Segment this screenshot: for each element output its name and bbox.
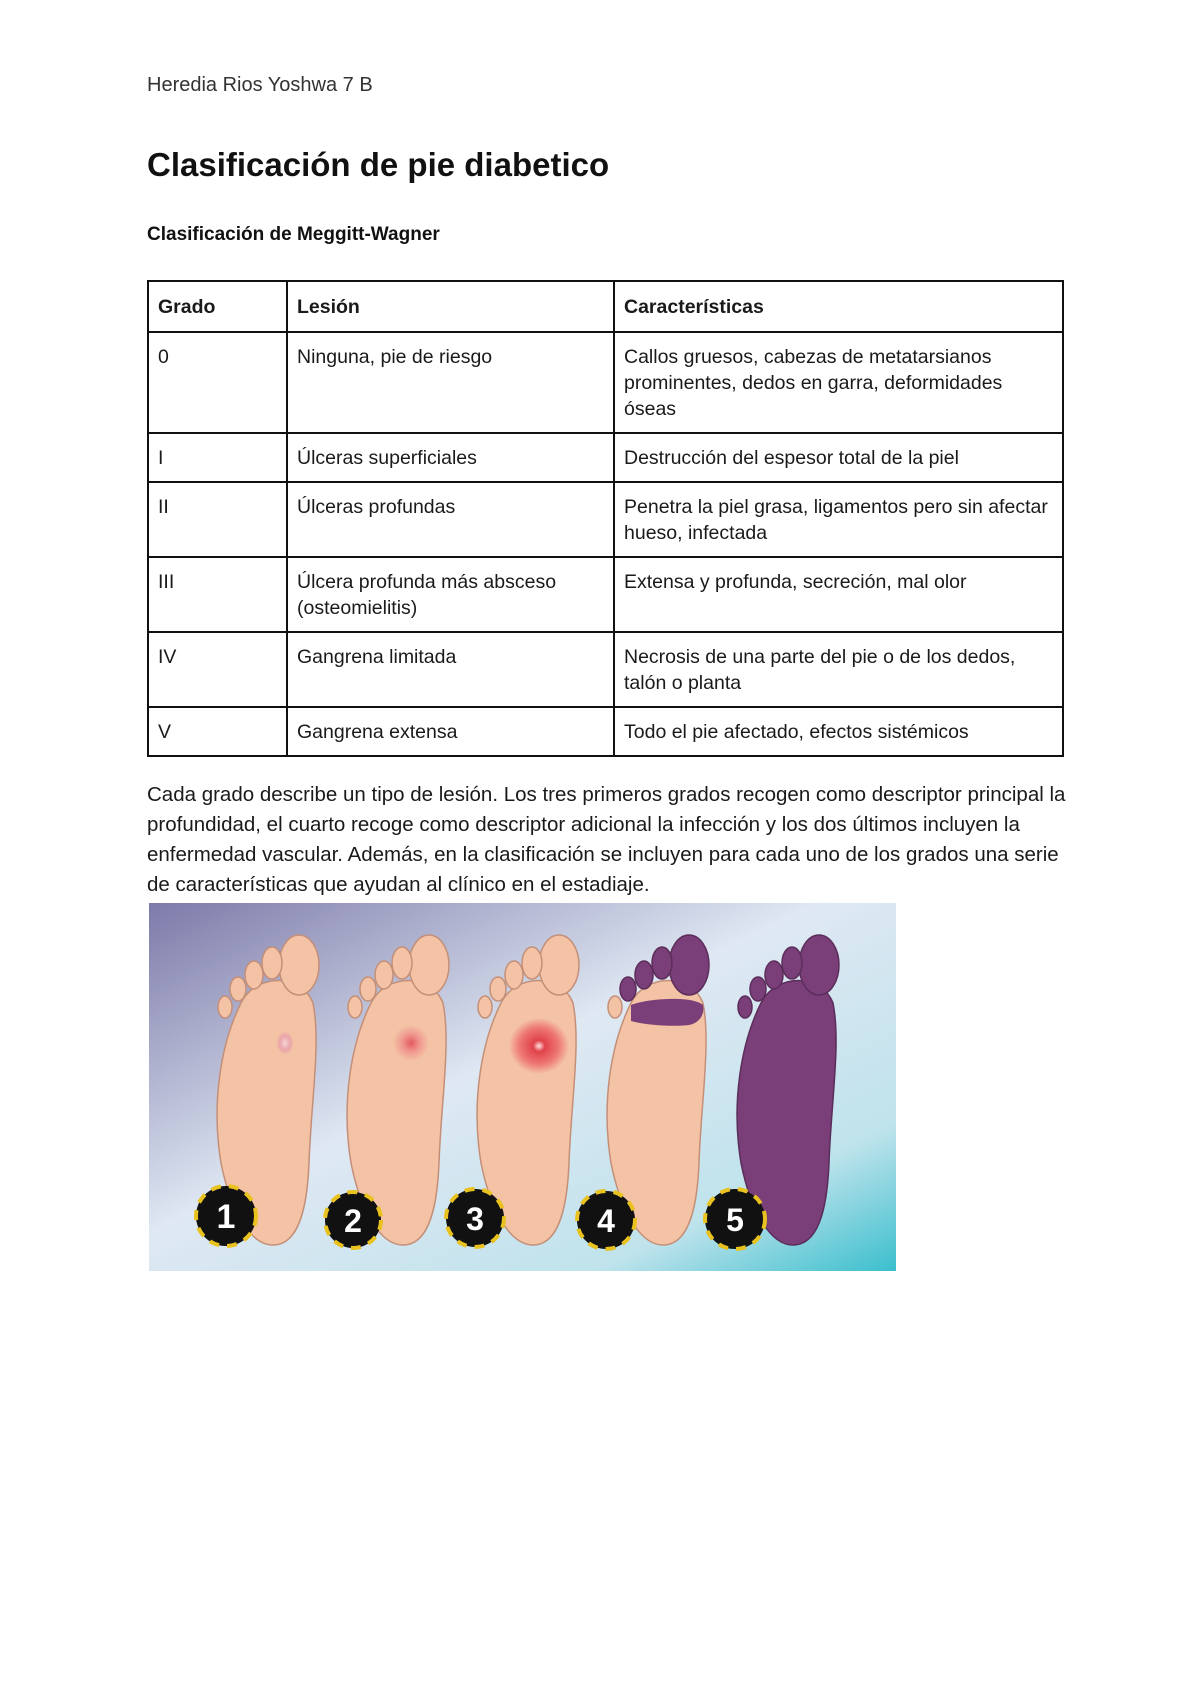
badge-number: 1: [216, 1198, 236, 1236]
header-lesion: Lesión: [287, 281, 614, 332]
cell-lesion: Gangrena extensa: [287, 707, 614, 756]
cell-grado: I: [148, 433, 287, 482]
cell-lesion: Gangrena limitada: [287, 632, 614, 707]
table-row: [148, 632, 1063, 707]
cell-grado: 0: [148, 332, 287, 433]
table-row: [148, 707, 1063, 756]
cell-caracteristicas: Necrosis de una parte del pie o de los dedos, talón o planta: [614, 632, 1063, 707]
cell-lesion: Úlceras profundas: [287, 482, 614, 557]
cell-caracteristicas: Todo el pie afectado, efectos sistémicos: [614, 707, 1063, 756]
badge-number: 4: [597, 1203, 615, 1239]
cell-grado: IV: [148, 632, 287, 707]
document-title: Clasificación de pie diabetico: [147, 146, 610, 183]
author-header: Heredia Rios Yoshwa 7 B: [147, 74, 373, 96]
grade-badge-3: [446, 1189, 504, 1247]
cell-lesion: Ninguna, pie de riesgo: [287, 332, 614, 433]
cell-grado: II: [148, 482, 287, 557]
table-row: [148, 433, 1063, 482]
table-header-row: [148, 281, 1063, 332]
cell-grado: III: [148, 557, 287, 632]
cell-lesion: Úlceras superficiales: [287, 433, 614, 482]
table-row: [148, 332, 1063, 433]
cell-caracteristicas: Penetra la piel grasa, ligamentos pero sin afectar hueso, infectada: [614, 482, 1063, 557]
description-paragraph: Cada grado describe un tipo de lesión. Los tres primeros grados recogen como descriptor principal la profundidad, el cuarto recoge como descriptor adicional la infección y los dos últimos incluyen la enfermedad vascular. Además, en la clasificación se incluyen para cada uno de los grados una serie de características que ayudan al clínico en el estadiaje.: [147, 783, 1066, 896]
table-row: [148, 482, 1063, 557]
ulcer-mark: [509, 1018, 569, 1074]
cell-caracteristicas: Extensa y profunda, secreción, mal olor: [614, 557, 1063, 632]
badge-number: 2: [344, 1203, 362, 1239]
grade-badge-4: [577, 1191, 635, 1249]
header-grado: Grado: [148, 281, 287, 332]
diabetic-foot-grades-illustration: [149, 903, 896, 1271]
badge-number: 5: [726, 1202, 744, 1238]
cell-caracteristicas: Destrucción del espesor total de la piel: [614, 433, 1063, 482]
header-caracteristicas: Características: [614, 281, 1063, 332]
grade-badge-1: [196, 1186, 256, 1246]
wagner-table: [147, 280, 1064, 757]
ulcer-mark: [276, 1031, 294, 1055]
ulcer-mark: [393, 1025, 429, 1061]
cell-lesion: Úlcera profunda más absceso (osteomielitis): [287, 557, 614, 632]
cell-grado: V: [148, 707, 287, 756]
grade-badge-2: [325, 1192, 381, 1248]
table-row: [148, 557, 1063, 632]
badge-number: 3: [466, 1201, 484, 1237]
cell-caracteristicas: Callos gruesos, cabezas de metatarsianos prominentes, dedos en garra, deformidades óseas: [614, 332, 1063, 433]
table-caption: Clasificación de Meggitt-Wagner: [147, 224, 440, 245]
grade-badge-5: [705, 1189, 765, 1249]
